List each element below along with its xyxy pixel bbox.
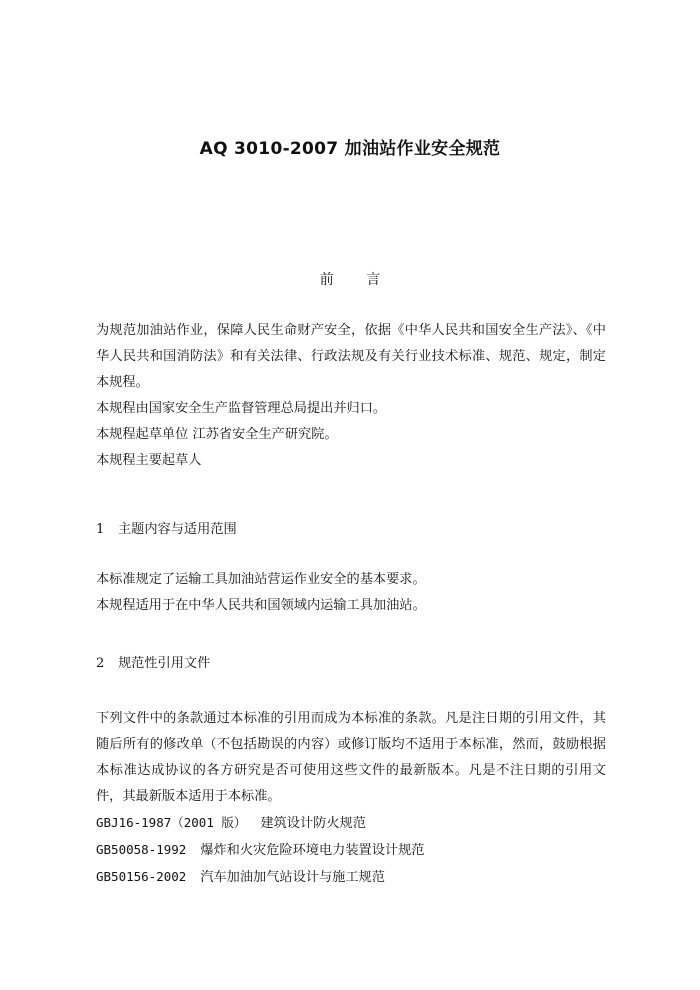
section-number: 2 — [96, 656, 105, 671]
reference-code: GBJ16-1987（2001 版） — [96, 815, 247, 830]
section-heading — [96, 651, 210, 677]
preface-paragraph: 本规程主要起草人 — [96, 453, 202, 468]
section-paragraph: 下列文件中的条款通过本标准的引用而成为本标准的条款。凡是注日期的引用文件，其随后所有的修改单（不包括勘误的内容）或修订版均不适用于本标准，然而，鼓励根据本标准达成协议的各方研究是否可使用这些文件的最新版本。凡是不注日期的引用文件，其最新版本适用于本标准。 — [96, 711, 606, 804]
reference-item — [96, 837, 606, 864]
section-paragraph: 本规程适用于在中华人民共和国领域内运输工具加油站。 — [96, 598, 426, 613]
document-title: AQ 3010-2007 加油站作业安全规范 — [199, 139, 501, 159]
preface-heading: 前 言 — [319, 272, 381, 288]
section-title: 规范性引用文件 — [118, 656, 211, 671]
section-heading — [96, 517, 237, 543]
section-paragraph: 本标准规定了运输工具加油站营运作业安全的基本要求。 — [96, 572, 426, 587]
section-1-body — [96, 567, 606, 619]
reference-item — [96, 810, 606, 837]
reference-item — [96, 864, 606, 891]
reference-name: 爆炸和火灾危险环境电力装置设计规范 — [200, 843, 425, 858]
reference-code: GB50058-1992 — [96, 842, 187, 857]
preface-body — [96, 318, 606, 474]
preface-paragraph: 为规范加油站作业，保障人民生命财产安全，依据《中华人民共和国安全生产法》、《中华人民共和国消防法》和有关法律、行政法规及有关行业技术标准、规范、规定，制定本规程。 — [96, 323, 606, 390]
section-2-body — [96, 706, 606, 891]
preface-paragraph: 本规程起草单位 江苏省安全生产研究院。 — [96, 427, 338, 442]
reference-name: 汽车加油加气站设计与施工规范 — [200, 870, 385, 885]
section-number: 1 — [96, 522, 105, 537]
reference-name: 建筑设计防火规范 — [260, 816, 366, 831]
preface-paragraph: 本规程由国家安全生产监督管理总局提出并归口。 — [96, 401, 387, 416]
section-title: 主题内容与适用范围 — [118, 522, 237, 537]
reference-code: GB50156-2002 — [96, 869, 187, 884]
